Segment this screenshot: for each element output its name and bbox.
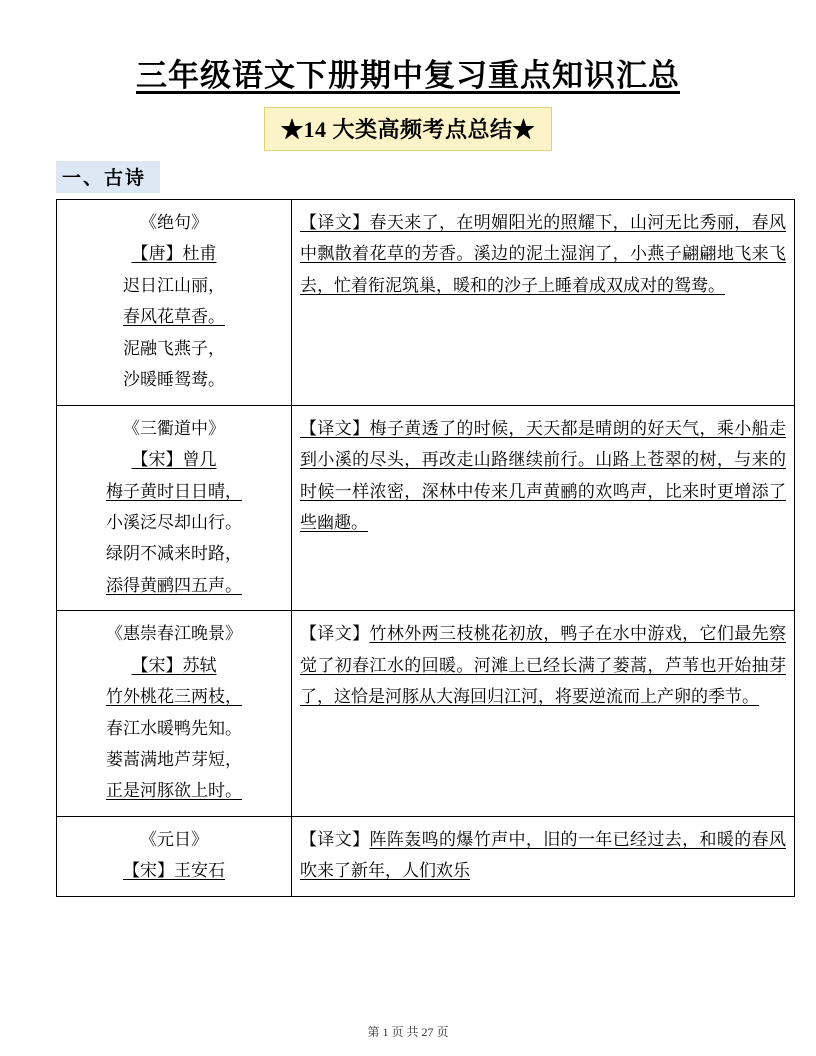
translation-text: 竹林外两三枝桃花初放，鸭子在水中游戏，它们最先察觉了初春江水的回暖。河滩上已经长满了蒌蒿，芦苇也开始抽芽了，这恰是河豚从大海回归江河，将要逆流而上产卵的季节。: [300, 624, 787, 707]
poem-dynasty: 【唐】: [131, 244, 183, 264]
translation-cell: [292, 405, 795, 611]
poem-author-name: 杜甫: [182, 244, 217, 264]
poem-title: 《绝句》: [140, 213, 208, 232]
poem-author-name: 苏轼: [182, 655, 217, 675]
poem-line: 泥融飞燕子，: [123, 338, 225, 358]
poem-dynasty: 【宋】: [123, 861, 174, 881]
translation-text: 梅子黄透了的时候，天天都是晴朗的好天气，乘小船走到小溪的尽头，再改走山路继续前行。山路上苍翠的树，与来的时候一样浓密，深林中传来几声黄鹂的欢鸣声，比来时更增添了些幽趣。: [300, 418, 787, 532]
poem-line: 蒌蒿满地芦芽短，: [106, 750, 242, 769]
poem-line: 小溪泛尽却山行。: [106, 512, 242, 532]
translation-text: 阵阵轰鸣的爆竹声中，旧的一年已经过去，和暖的春风吹来了新年，人们欢乐: [300, 829, 787, 881]
poem-line: 绿阴不减来时路，: [106, 544, 242, 564]
poem-author: [65, 650, 283, 681]
poem-author-name: 王安石: [174, 861, 225, 881]
table-row: [57, 405, 795, 611]
poem-dynasty: 【宋】: [131, 450, 183, 470]
page-footer: 第 1 页 共 27 页: [367, 1025, 449, 1039]
section-heading: 一、古诗: [56, 161, 160, 193]
poem-cell: [57, 611, 292, 817]
poem-line: 春风花草香。: [123, 307, 225, 327]
poem-title: 《三衢道中》: [123, 418, 225, 438]
poem-author: [65, 855, 283, 886]
poem-line: 春江水暖鸭先知。: [106, 718, 242, 738]
poem-table: [56, 199, 795, 897]
translation-label: 【译文】: [300, 624, 370, 644]
poem-author: [65, 238, 283, 269]
poem-title: 《元日》: [140, 829, 208, 849]
poem-cell: [57, 405, 292, 611]
poem-dynasty: 【宋】: [131, 655, 183, 675]
translation-label: 【译文】: [300, 418, 370, 438]
poem-line: 正是河豚欲上时。: [106, 781, 242, 801]
poem-line: 竹外桃花三两枝，: [106, 687, 242, 707]
translation-cell: [292, 816, 795, 896]
subtitle-container: [56, 107, 760, 151]
poem-line: 迟日江山丽，: [123, 275, 225, 295]
translation-cell: [292, 611, 795, 817]
poem-cell: [57, 200, 292, 406]
translation-label: 【译文】: [300, 829, 370, 849]
poem-title: 《惠崇春江晚景》: [106, 624, 242, 644]
poem-cell: [57, 816, 292, 896]
subtitle-badge: ★14 大类高频考点总结★: [264, 107, 552, 151]
translation-text: 春天来了，在明媚阳光的照耀下，山河无比秀丽，春风中飘散着花草的芳香。溪边的泥土湿润了，小燕子翩翩地飞来飞去，忙着衔泥筑巢，暖和的沙子上睡着成双成对的鸳鸯。: [300, 213, 787, 295]
translation-cell: [292, 200, 795, 406]
poem-line: 沙暖睡鸳鸯。: [123, 370, 225, 390]
poem-author: [65, 444, 283, 475]
page-title: 三年级语文下册期中复习重点知识汇总: [136, 58, 680, 93]
poem-author-name: 曾几: [182, 450, 217, 470]
poem-line: 添得黄鹂四五声。: [106, 575, 242, 595]
table-row: [57, 200, 795, 406]
table-row: [57, 816, 795, 896]
section-heading-container: [56, 161, 760, 193]
table-row: [57, 611, 795, 817]
poem-line: 梅子黄时日日晴，: [106, 481, 242, 501]
translation-label: 【译文】: [300, 213, 370, 232]
